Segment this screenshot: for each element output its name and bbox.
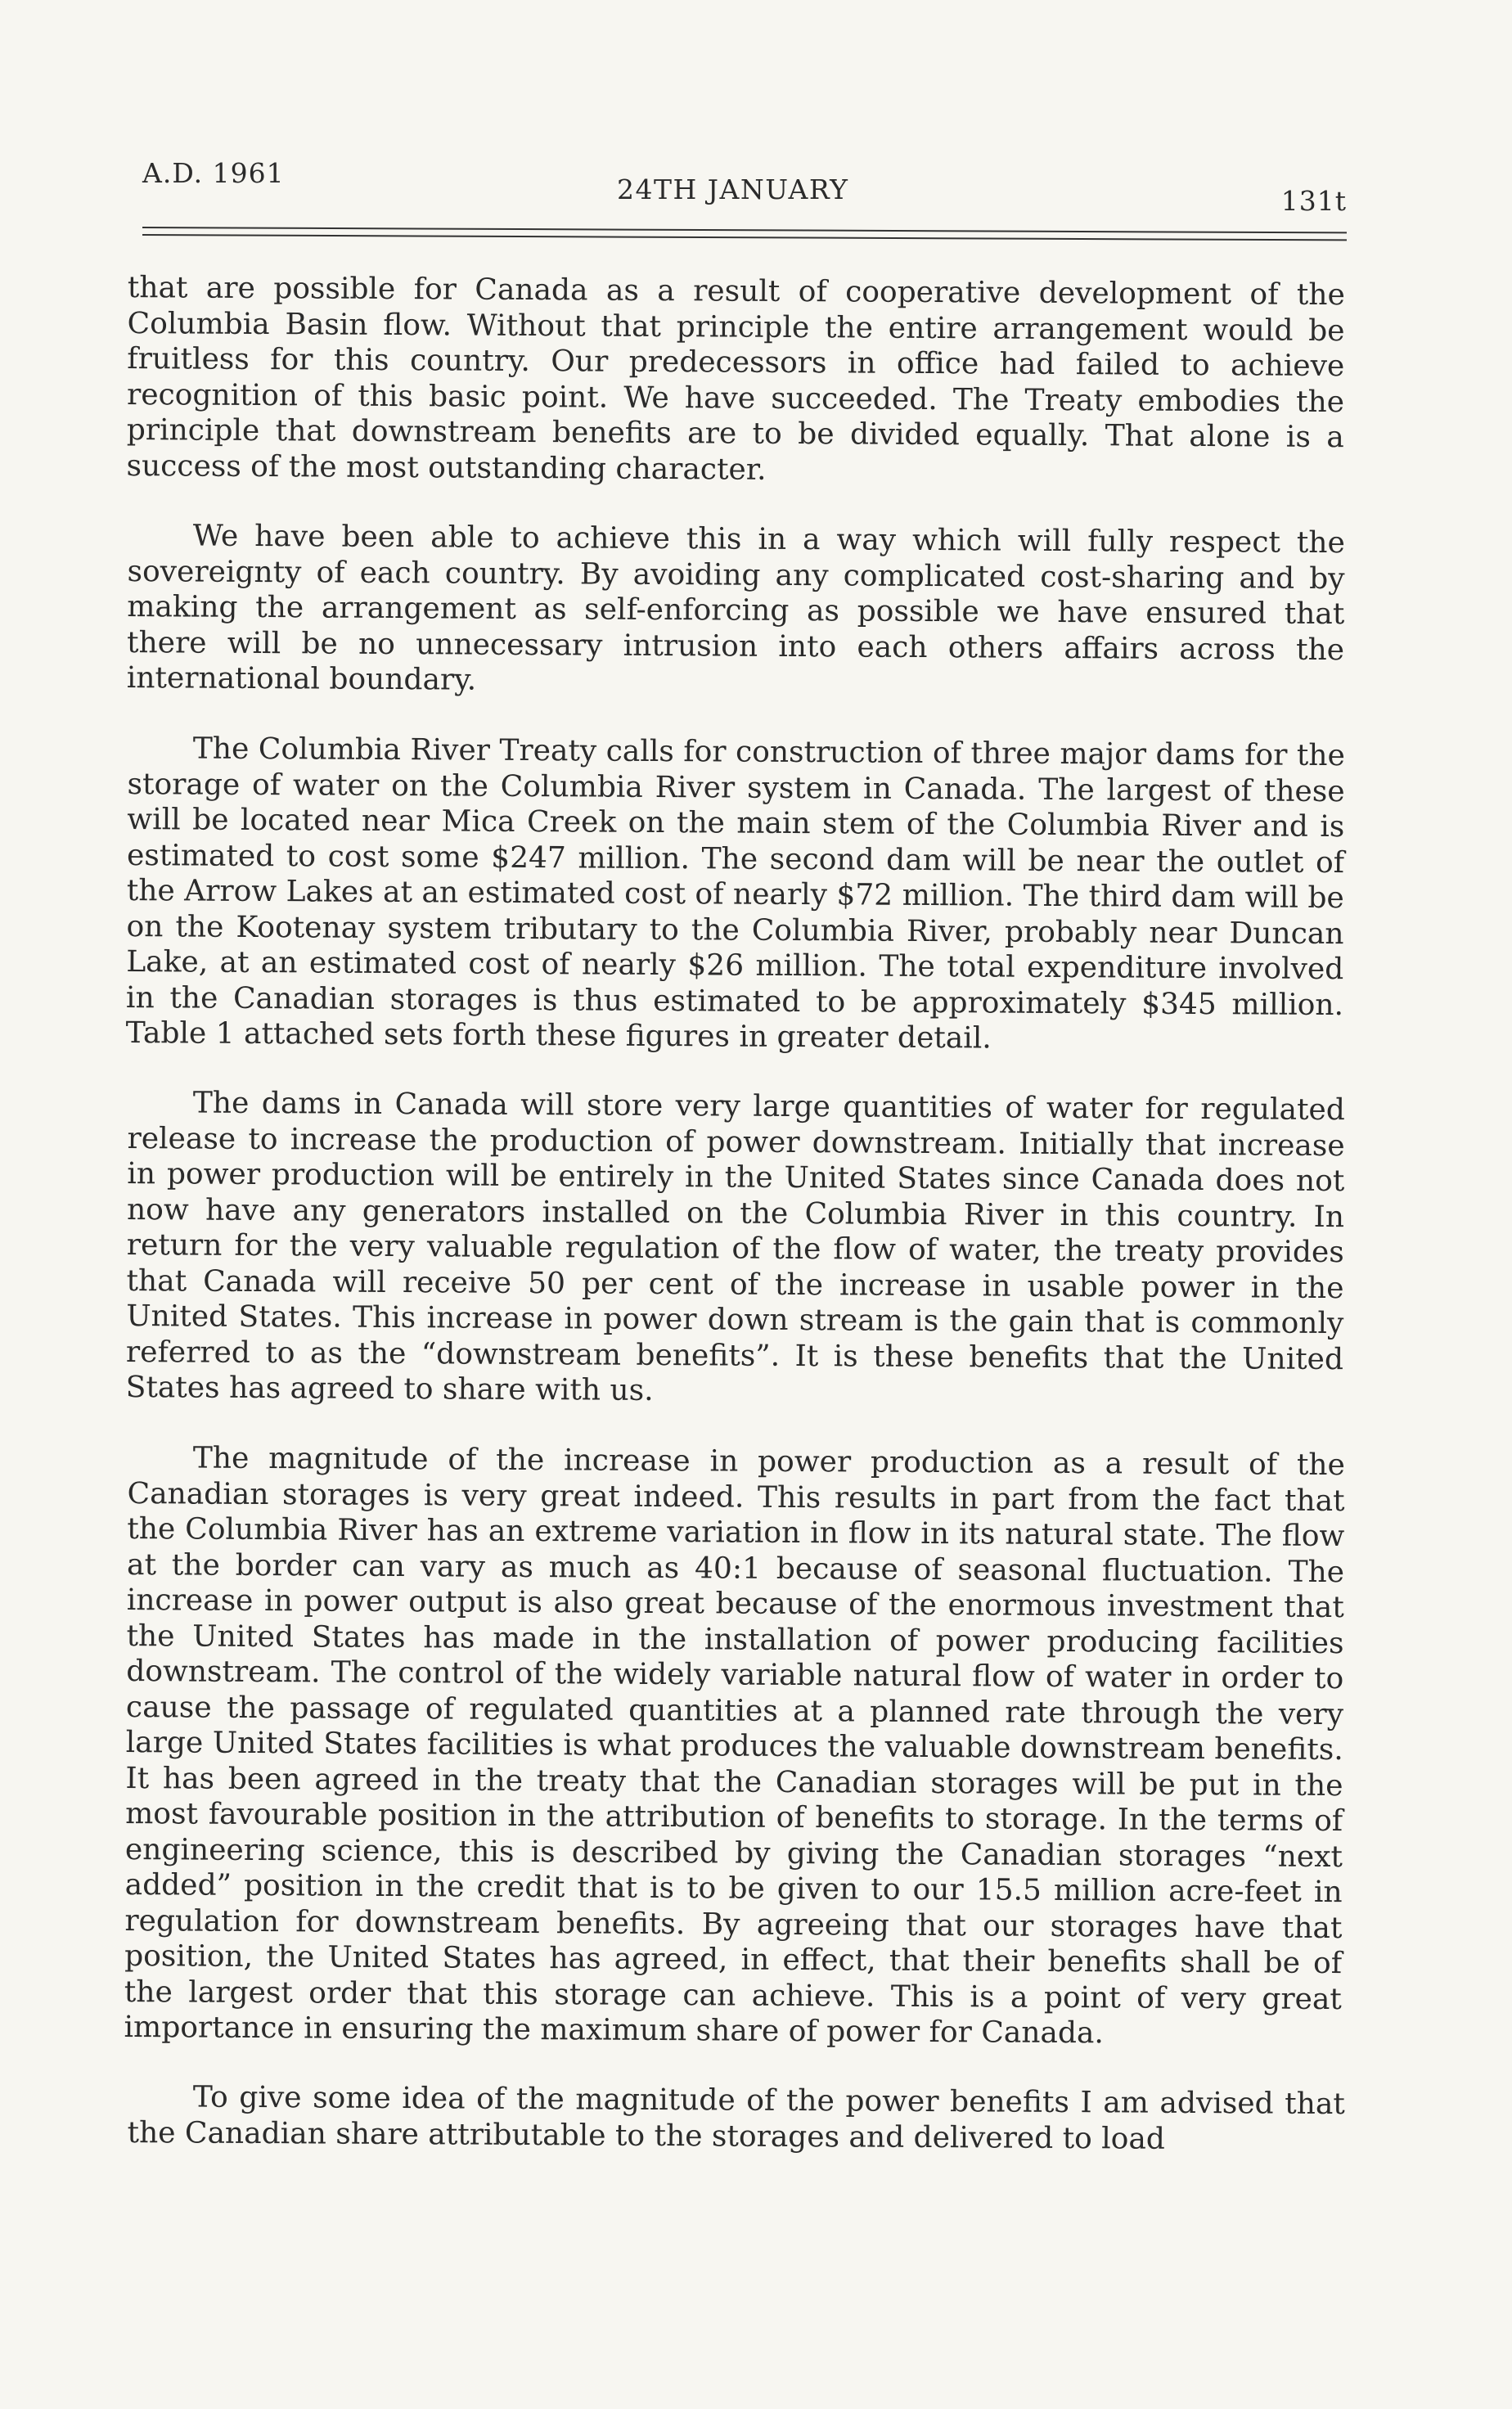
body-text: [124, 270, 1345, 2185]
paragraph-2: We have been able to achieve this in a way which will fully respect the sovereignty of each country. By avoiding any complicated cost-sharing and by making the arrangement as self-enforcing as possible we have ensured that there will be no unnecessary intrusion into each others affairs across the international boundary.: [126, 519, 1345, 697]
paragraph-4: The dams in Canada will store very large quantities of water for regulated release to increase the production of power downstream. Initially that increase in power production will be entirely in the United States since Canada does not now have any generators installed on the Columbia River in this country. In return for the very valuable regulation of the flow of water, the treaty provides that Canada will receive 50 per cent of the increase in usable power in the United States. This increase in power down stream is the gain that is commonly referred to as the “downstream benefits”. It is these benefits that the United States has agreed to share with us.: [125, 1086, 1345, 1407]
header-year: A.D. 1961: [142, 157, 285, 189]
header-rule-top: [142, 227, 1347, 233]
page-number: 131t: [1280, 185, 1347, 217]
paragraph-5: The magnitude of the increase in power production as a result of the Canadian storages is very great indeed. This results in part from the fact that the Columbia River has an extreme variation in flow in its natural state. The flow at the border can vary as much as 40:1 because of seasonal fluctuation. The increase in power output is also great because of the enormous investment that the United States has made in the installation of power producing facilities downstream. The control of the widely variable natural flow of water in order to cause the passage of regulated quantities at a planned rate through the very large United States facilities is what produces the valuable downstream benefits. It has been agreed in the treaty that the Canadian storages will be put in the most favourable position in the attribution of benefits to storage. In the terms of engineering science, this is described by giving the Canadian storages “next added” position in the credit that is to be given to our 15.5 million acre-feet in regulation for downstream benefits. By agreeing that our storages have that position, the United States has agreed, in effect, that their benefits shall be of the largest order that this storage can achieve. This is a point of very great importance in ensuring the maximum share of power for Canada.: [124, 1440, 1345, 2050]
header-rule-bottom: [142, 234, 1347, 241]
paragraph-6: To give some idea of the magnitude of the power benefits I am advised that the Canadian share attributable to the storages and delivered to load: [127, 2080, 1345, 2156]
page-header: [142, 157, 1347, 223]
paragraph-1: that are possible for Canada as a result of cooperative development of the Columbia Basin flow. Without that principle the entire arrangement would be fruitless for this country. Our predecessors in office had failed to achieve recognition of this basic point. We have succeeded. The Treaty embodies the principle that downstream benefits are to be divided equally. That alone is a success of the most outstanding character.: [126, 270, 1345, 487]
paragraph-3: The Columbia River Treaty calls for construction of three major dams for the storage of water on the Columbia River system in Canada. The largest of these will be located near Mica Creek on the main stem of the Columbia River and is estimated to cost some $247 million. The second dam will be near the outlet of the Arrow Lakes at an estimated cost of nearly $72 million. The third dam will be on the Kootenay system tributary to the Columbia River, probably near Duncan Lake, at an estimated cost of nearly $26 million. The total expenditure involved in the Canadian storages is thus estimated to be approximately $345 million. Table 1 attached sets forth these figures in greater detail.: [125, 731, 1345, 1055]
header-date: 24TH JANUARY: [617, 173, 849, 205]
